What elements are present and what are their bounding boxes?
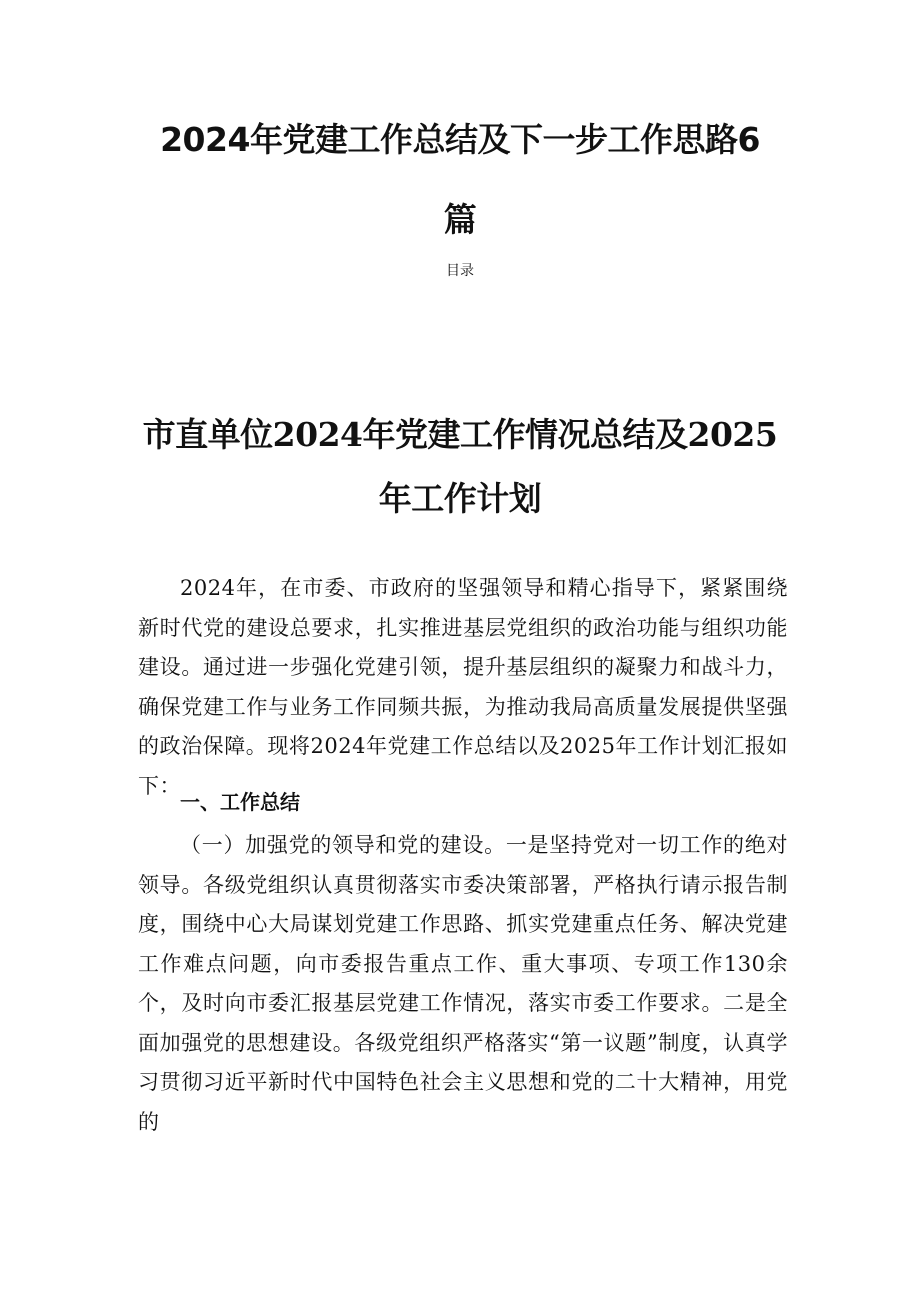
section-title-line-2: 年工作计划 (378, 479, 542, 518)
section-title-line-1: 市直单位2024年党建工作情况总结及2025 (142, 415, 778, 454)
intro-paragraph: 2024年，在市委、市政府的坚强领导和精心指导下，紧紧围绕新时代党的建设总要求，扎实推进基层党组织的政治功能与组织功能建设。通过进一步强化党建引领，提升基层组织的凝聚力和战斗力，确保党建工作与业务工作同频共振，为推动我局高质量发展提供坚强的政治保障。现将2024年党建工作总结以及2025年工作计划汇报如下： (138, 576, 788, 798)
table-of-contents-label: 目录 (446, 263, 474, 279)
document-title-line-2: 篇 (443, 200, 477, 239)
document-title-line-1: 2024年党建工作总结及下一步工作思路6 (160, 120, 760, 159)
heading-work-summary: 一、工作总结 (180, 790, 300, 814)
paragraph-party-leadership: （一）加强党的领导和党的建设。一是坚持党对一切工作的绝对领导。各级党组织认真贯彻落实市委决策部署，严格执行请示报告制度，围绕中心大局谋划党建工作思路、抓实党建重点任务、解决党建工作难点问题，向市委报告重点工作、重大事项、专项工作130余个，及时向市委汇报基层党建工作情况，落实市委工作要求。二是全面加强党的思想建设。各级党组织严格落实“第一议题”制度，认真学习贯彻习近平新时代中国特色社会主义思想和党的二十大精神，用党的 (138, 833, 788, 1134)
